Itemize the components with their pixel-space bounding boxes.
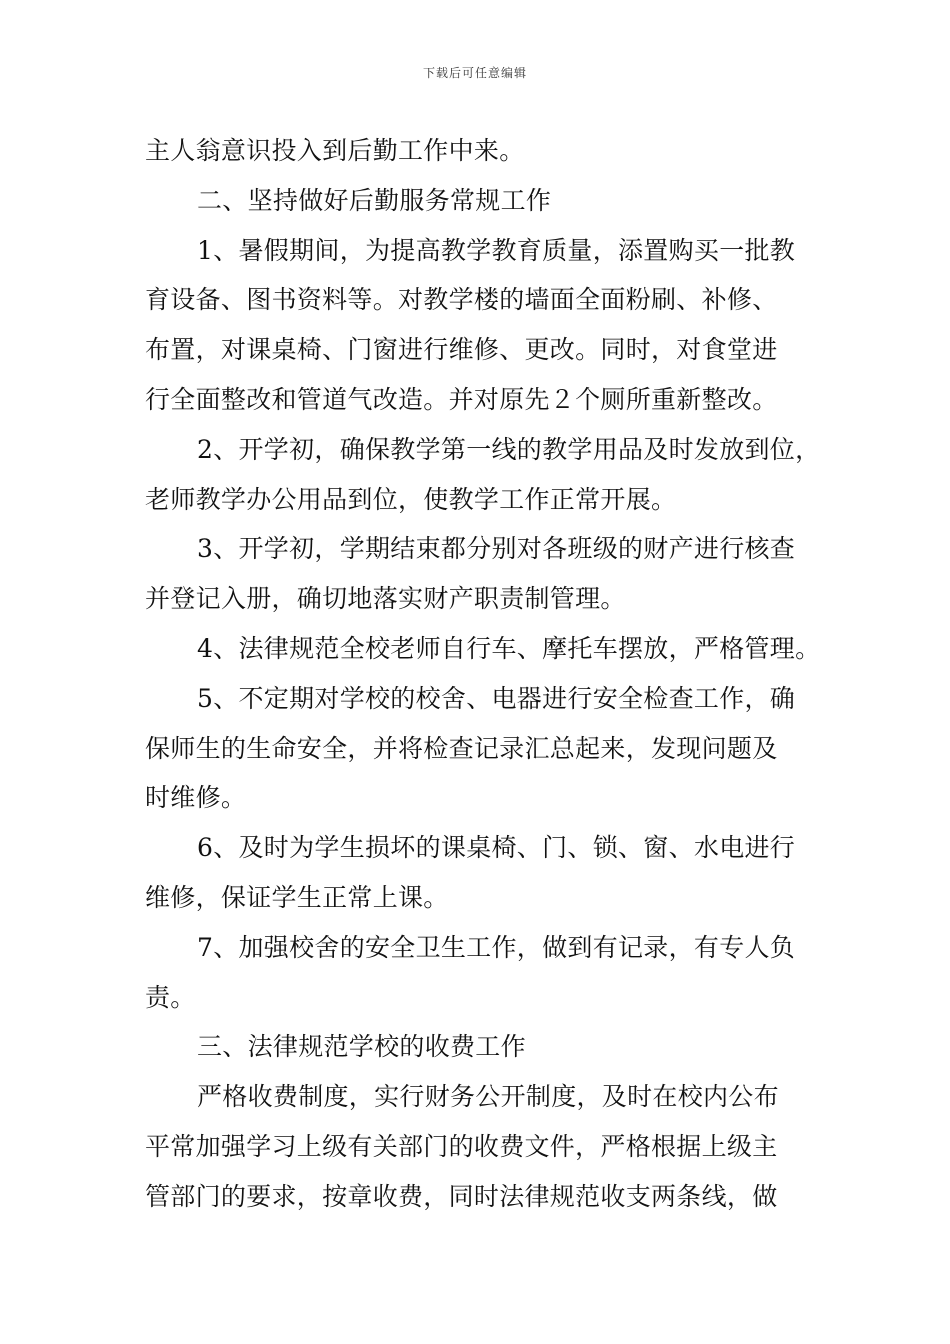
paragraph <box>145 126 815 176</box>
page-header: 下载后可任意编辑 <box>422 66 527 80</box>
text-line: 布置，对课桌椅、门窗进行维修、更改。同时，对食堂进 <box>145 335 778 365</box>
text-line: 4、法律规范全校老师自行车、摩托车摆放，严格管理。 <box>197 633 821 663</box>
paragraph <box>145 425 821 525</box>
section-heading <box>145 1022 815 1072</box>
text-line: 保师生的生命安全，并将检查记录汇总起来，发现问题及 <box>145 733 778 763</box>
paragraph <box>145 1072 815 1221</box>
text-line: 严格收费制度，实行财务公开制度，及时在校内公布 <box>197 1082 779 1112</box>
section-heading <box>145 176 815 226</box>
paragraph <box>145 823 815 923</box>
document-body <box>145 126 821 1222</box>
text-line: 主人翁意识投入到后勤工作中来。 <box>145 136 525 165</box>
text-line: 平常加强学习上级有关部门的收费文件，严格根据上级主 <box>145 1131 778 1161</box>
paragraph <box>145 674 815 823</box>
text-line: 6、及时为学生损坏的课桌椅、门、锁、窗、水电进行 <box>197 833 796 863</box>
text-line: 时维修。 <box>145 783 247 813</box>
text-line: 1、暑假期间，为提高教学教育质量，添置购买一批教 <box>197 235 796 265</box>
text-line: 维修，保证学生正常上课。 <box>145 882 449 912</box>
paragraph <box>145 226 815 425</box>
text-line: 育设备、图书资料等。对教学楼的墙面全面粉刷、补修、 <box>145 285 778 315</box>
text-line: 二、坚持做好后勤服务常规工作 <box>197 185 552 215</box>
text-line: 老师教学办公用品到位，使教学工作正常开展。 <box>145 484 677 514</box>
text-line: 管部门的要求，按章收费，同时法律规范收支两条线，做 <box>145 1181 778 1211</box>
text-line: 行全面整改和管道气改造。并对原先２个厕所重新整改。 <box>145 384 778 414</box>
text-line: 3、开学初，学期结束都分别对各班级的财产进行核查 <box>197 534 796 564</box>
paragraph <box>145 624 821 674</box>
text-line: 2、开学初，确保教学第一线的教学用品及时发放到位， <box>197 434 821 464</box>
text-line: 7、加强校舍的安全卫生工作，做到有记录，有专人负 <box>197 932 796 962</box>
text-line: 5、不定期对学校的校舍、电器进行安全检查工作，确 <box>197 683 796 713</box>
text-line: 三、法律规范学校的收费工作 <box>197 1032 526 1062</box>
paragraph <box>145 524 815 624</box>
text-line: 责。 <box>145 982 196 1012</box>
text-line: 并登记入册，确切地落实财产职责制管理。 <box>145 584 626 614</box>
paragraph <box>145 923 815 1023</box>
